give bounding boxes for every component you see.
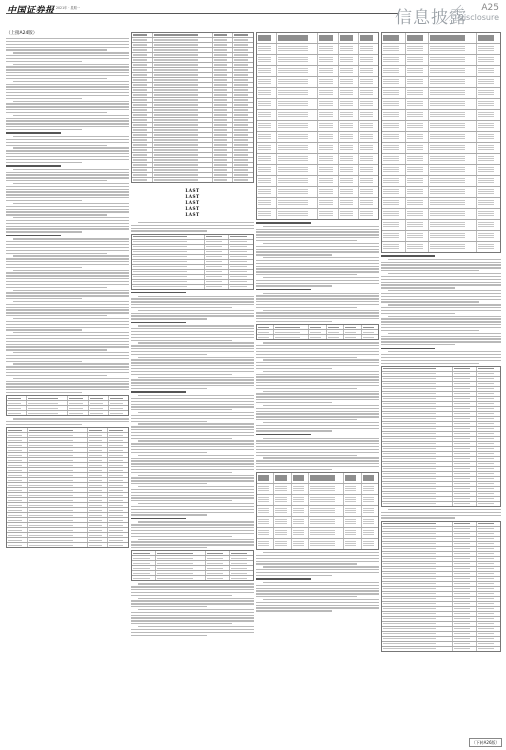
newspaper-logo: 中国证券报 xyxy=(7,6,55,16)
stamp-row: LAST xyxy=(185,187,200,193)
data-table-11 xyxy=(381,521,501,652)
column-1 xyxy=(6,30,129,734)
page-number: A25 xyxy=(481,3,499,13)
article-body xyxy=(6,38,129,393)
stamp-row: LAST xyxy=(185,193,200,199)
column-4 xyxy=(381,30,501,734)
data-table-10 xyxy=(381,366,501,507)
article-body-6 xyxy=(256,222,379,322)
article-body-10 xyxy=(381,509,501,519)
data-table xyxy=(6,395,129,416)
data-table-6 xyxy=(256,32,379,220)
stamp-row: LAST xyxy=(185,206,200,212)
data-table-8 xyxy=(256,472,379,550)
stamp-block xyxy=(131,187,254,218)
data-table-7 xyxy=(256,324,379,340)
article-body-4 xyxy=(131,292,254,548)
data-table-5 xyxy=(131,550,254,581)
article-body-8 xyxy=(256,552,379,612)
data-table-3 xyxy=(131,32,254,183)
stamp-row: LAST xyxy=(185,199,200,205)
masthead xyxy=(0,0,506,30)
issue-date: 2021年 · 星期一 xyxy=(56,6,80,10)
continued-to-label: （下转A26版） xyxy=(469,738,502,747)
article-body-2 xyxy=(6,418,129,425)
stamp-row: LAST xyxy=(185,212,200,218)
column-3 xyxy=(256,30,379,734)
data-table-9 xyxy=(381,32,501,253)
data-table-4 xyxy=(131,234,254,290)
data-table-2 xyxy=(6,427,129,548)
section-title: 信息披露 xyxy=(395,8,467,28)
article-body-3 xyxy=(131,222,254,232)
continued-from-label: （上接A24版） xyxy=(6,31,38,36)
article-body-5 xyxy=(131,583,254,635)
article-body-9 xyxy=(381,255,501,364)
column-2 xyxy=(131,30,254,734)
article-body-7 xyxy=(256,342,379,470)
header-rule xyxy=(6,13,398,14)
section-title-en: Disclosure xyxy=(457,13,499,22)
